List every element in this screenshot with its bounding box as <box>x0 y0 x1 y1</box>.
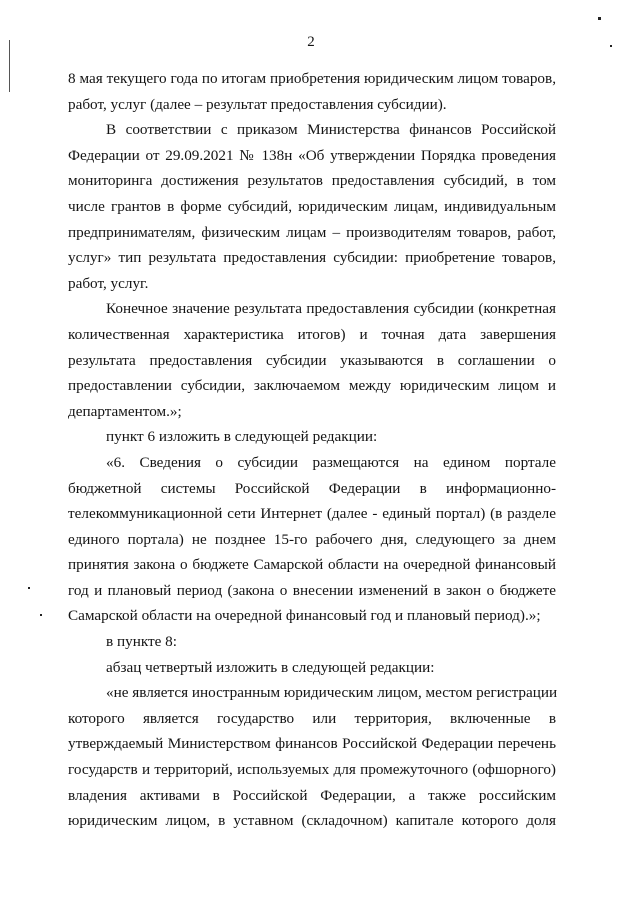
paragraph-line: работ, услуг. <box>68 274 149 292</box>
scan-mark <box>40 614 42 616</box>
paragraph-line: «6. Сведения о субсидии размещаются на едином портале <box>106 453 556 471</box>
paragraph-line: год и плановый период (закона о внесении изменений в закон о бюджете <box>68 581 556 599</box>
document-body <box>68 66 556 834</box>
paragraph-line: пункт 6 изложить в следующей редакции: <box>106 428 378 446</box>
paragraph-line: единого портала) не позднее 15-го рабочего дня, следующего за днем <box>68 530 556 548</box>
paragraph-line: которого является государство или территория, включенные в <box>68 709 556 727</box>
paragraph-line: Самарской области на очередной финансовый год и плановый период).»; <box>68 607 541 625</box>
paragraph <box>68 424 556 450</box>
paragraph-line: услуг» тип результата предоставления субсидии: приобретение товаров, <box>68 249 556 267</box>
paragraph <box>68 66 556 117</box>
paragraph <box>68 680 556 834</box>
paragraph-line: телекоммуникационной сети Интернет (далее - единый портал) (в разделе <box>68 505 556 523</box>
paragraph-line: предпринимателям, физическим лицам – производителям товаров, работ, <box>68 223 556 241</box>
paragraph-line: «не является иностранным юридическим лицом, местом регистрации <box>106 684 558 702</box>
paragraph-line: Федерации от 29.09.2021 № 138н «Об утверждении Порядка проведения <box>68 146 556 164</box>
paragraph <box>68 450 556 629</box>
paragraph-line: В соответствии с приказом Министерства финансов Российской <box>106 121 556 139</box>
paragraph <box>68 655 556 681</box>
paragraph <box>68 629 556 655</box>
paragraph-line: в пункте 8: <box>106 633 177 651</box>
page-number: 2 <box>307 34 315 50</box>
paragraph-line: Конечное значение результата предоставления субсидии (конкретная <box>106 300 556 318</box>
scan-mark <box>610 45 612 47</box>
paragraph-line: утверждаемый Министерством финансов Российской Федерации перечень <box>68 735 556 753</box>
paragraph-line: бюджетной системы Российской Федерации в информационно- <box>68 479 556 497</box>
paragraph-line: предоставлении субсидии, заключаемом между юридическим лицом и <box>68 377 556 395</box>
paragraph <box>68 117 556 296</box>
scan-mark <box>9 40 10 92</box>
paragraph-line: количественная характеристика итогов) и точная дата завершения <box>68 325 556 343</box>
paragraph <box>68 296 556 424</box>
paragraph-line: 8 мая текущего года по итогам приобретения юридическим лицом товаров, <box>68 70 556 87</box>
paragraph-line: юридическим лицом, в уставном (складочном) капитале которого доля <box>68 812 556 830</box>
paragraph-line: числе грантов в форме субсидий, юридическим лицам, индивидуальным <box>68 197 556 215</box>
paragraph-line: принятия закона о бюджете Самарской области на очередной финансовый <box>68 556 556 574</box>
paragraph-line: департаментом.»; <box>68 402 182 420</box>
paragraph-line: мониторинга достижения результатов предоставления субсидий, в том <box>68 172 556 190</box>
paragraph-line: государств и территорий, используемых для промежуточного (офшорного) <box>68 761 556 779</box>
scan-mark <box>598 17 601 20</box>
paragraph-line: результата предоставления субсидии указываются в соглашении о <box>68 351 556 369</box>
scan-mark <box>28 587 30 589</box>
paragraph-line: работ, услуг (далее – результат предоставления субсидии). <box>68 95 447 113</box>
paragraph-line: владения активами в Российской Федерации, а также российским <box>68 786 556 804</box>
paragraph-line: абзац четвертый изложить в следующей редакции: <box>106 658 435 676</box>
